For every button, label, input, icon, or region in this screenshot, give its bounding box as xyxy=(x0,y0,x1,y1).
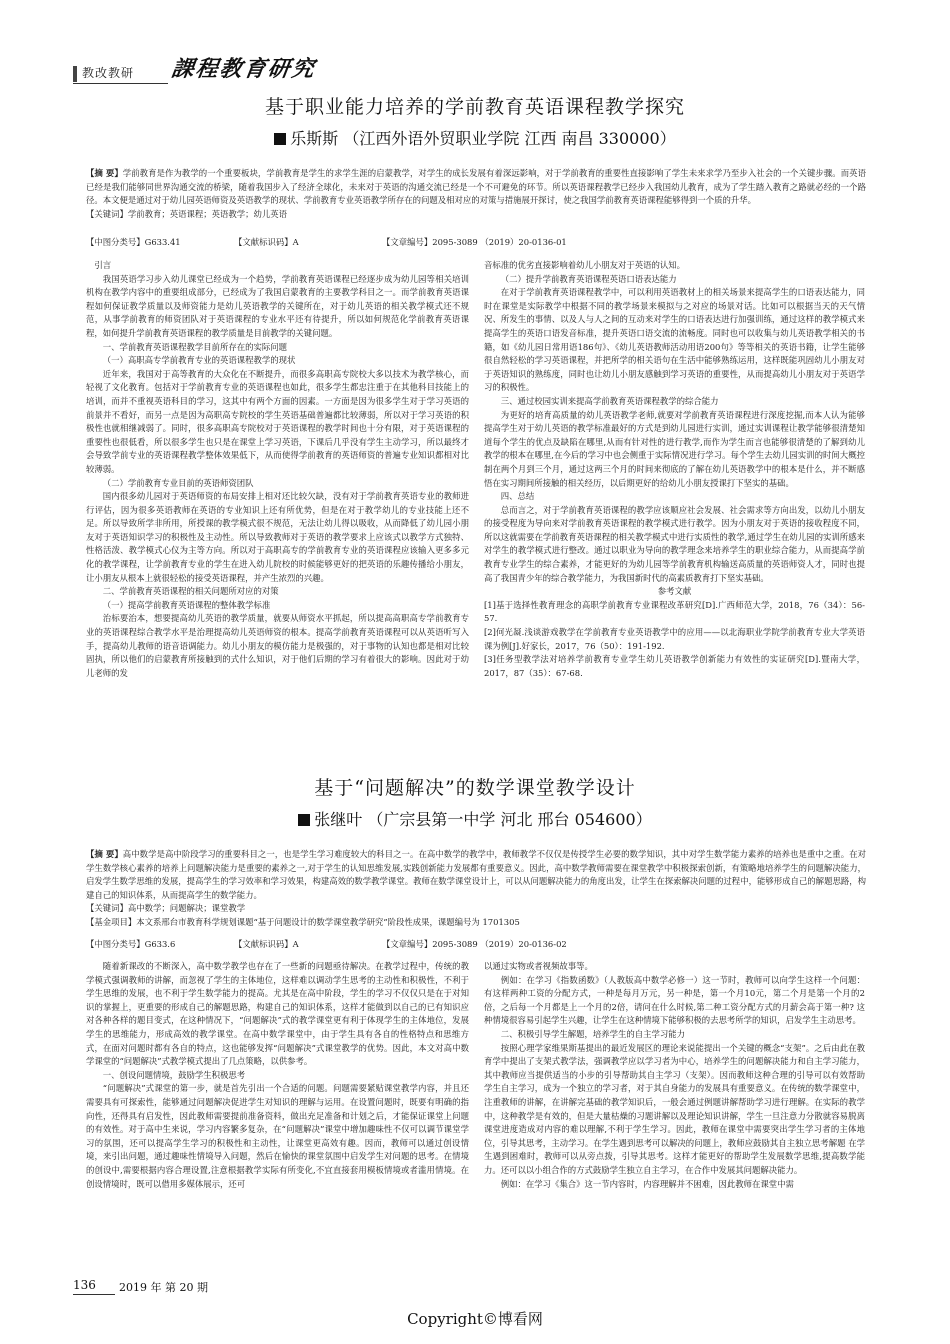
journal-logo: 課程教育研究 xyxy=(169,56,318,82)
article1-title: 基于职业能力培养的学前教育英语课程教学探究 xyxy=(264,96,685,118)
article1-right-column xyxy=(484,259,865,680)
article1-abstract: 【摘 要】学前教育是作为教学的一个重要板块，学前教育是学生的求学生涯的启蒙教学，对学生的成长发展有着深远影响，对于学前教育的重要性直接影响了学生未来求学乃至步入社会的一个关键步骤。而英语已经是我们能够同世界沟通交流的桥梁，随着我国步入了经济全球化，未来对于英语的沟通交流已经是一个不可避免的环节。所以英语课程教学已经步入我国幼儿教育，成为了学生踏入教育之路就必经的一个路径。本文便是通过对于幼儿园英语师资及英语教学的现状、学前教育专业英语教学所存在的问题及相对应的对策与措施展开探讨，使之我国学前教育英语课程能够得到一个质的升华。 【关键词】学前教育；英语课程；英语教学；幼儿英语 xyxy=(86,167,866,221)
paragraph: 参考文献 xyxy=(657,586,692,597)
paragraph: 四、总结 xyxy=(500,491,535,502)
paragraph: 二、积极引导学生解题，培养学生的自主学习能力 xyxy=(500,1028,686,1039)
paragraph: （一）高职高专学前教育专业的英语课程教学的现状 xyxy=(102,355,296,366)
article1-meta: 【中图分类号】G633.41 【文献标识码】A 【文章编号】2095-3089 （2019）20-0136-01 xyxy=(86,237,567,247)
paragraph: 二、学前教育英语课程的相关问题所对应的对策 xyxy=(102,586,279,597)
author-marker-icon xyxy=(274,133,286,145)
paragraph: 例如：在学习《集合》这一节内容时，内容理解并不困难，因此教师在课堂中需 xyxy=(500,1178,794,1189)
issue-label: 2019 年 第 20 期 xyxy=(119,1281,208,1294)
author-marker-icon xyxy=(298,814,310,826)
header-rule xyxy=(73,83,168,84)
paragraph: 三、通过校园实训来提高学前教育英语课程教学的综合能力 xyxy=(500,395,719,406)
paragraph: 在对于学前教育英语课程教学中，可以利用英语教材上的相关场景来提高学生的口语表达能力，同时在课堂是实际教学中根据不同的教学场景来模拟与之对应的场景对话。比如可以根据当天的天气情况、所发生的事情、以及人与人之间的互动来对学生的口语表达进行加强训练，通过这样的教学模式来提高学生的英语口语发音标准，提升英语口语交流的流畅度。同时也可以收集与幼儿英语教学相关的书籍，如《幼儿园日常用语186句》、《幼儿英语教师活动用语200句》等等相关的英语书籍，让学生能够很自然轻松的学习英语课程，并把所学的相关语句在生活中能够熟练运用，这样既能巩固幼儿小朋友对于英语知识的熟练度，同时也让幼儿小朋友感触到学习英语的重要性，从而提高幼儿小朋友对于英语学习的积极性。 xyxy=(484,287,865,393)
paragraph: 引言 xyxy=(94,260,112,270)
paragraph: 以通过实物或者视频故事等。 xyxy=(484,961,593,971)
header-bar xyxy=(73,66,77,82)
reference-item: [2]何光凝.浅谈游戏教学在学前教育专业英语教学中的应用——以北海职业学院学前教育专业大学英语课为例[J].好家长，2017，76（50）：191-192. xyxy=(484,627,865,651)
paragraph: 按照心理学家维果斯基提出的最近发展区的理论来说能提出一个关键的概念“支架”。之后由此在教育学中提出了支架式教学法，强调教学应以学习者为中心，培养学生的问题解决能力和自主学习能力，其中教师应当提供适当的小步的引导帮助其自主学习（支架）。因而教师这种合理的引导可以有效帮助学生自主学习，成为一个独立的学习者，对于其自身能力的发展具有重要意义。在传统的数学课堂中，注重教师的讲解，在讲解完基础的教学知识后，一般会通过例题讲解帮助学习进行理解。在实际的教学中，这种教学是有效的，但是大量枯燥的习题讲解以及理论知识讲解，学生一旦注意力分散就容易脱离课堂进度造成对内容的难以理解,不利于学生学习。因此，教师在课堂中需要突出学生学习者的主体地位，引导其思考，主动学习。在学生遇到思考可以解决的问题上，教师应鼓励其自主独立思考解题 在学生遇到困难时，教师可以从旁点拨，引导其思考。这样才能更好的帮助学生发展数学思维,提高数学能力。还可以以小组合作的方式鼓励学生独立自主学习，在合作中发展其问题解决能力。 xyxy=(484,1042,865,1175)
article1-left-column xyxy=(86,259,469,680)
reference-item: [3]任务型教学法对培养学前教育专业学生幼儿英语教学创新能力有效性的实证研究[D].暨南大学，2017，87（35）：67-68. xyxy=(484,654,865,678)
paragraph: 一、学前教育英语课程教学目前所存在的实际问题 xyxy=(102,341,288,352)
paragraph: “问题解决”式课堂的第一步，就是首先引出一个合适的问题。问题需要紧贴课堂教学内容，并且还需要具有可探索性，能够通过问题解决促进学生对知识的理解与运用。在设置问题时，既要有明确的指向性，还得具有启发性，因此教师需要提前准备资料，做出充足准备和计划之后，才能保证课堂上问题的有效性。对于高中生来说，学习内容繁多复杂，在“问题解决”课堂中增加趣味性不仅可以调节课堂学习的氛围，还可以提高学生学习的积极性和主动性，让课堂更高效有趣。因而，教师可以通过创设情境，来引出问题，通过趣味性情境导入问题，然后在愉快的课堂氛围中启发学生对问题的思考。在情境的创设中,需要根据内容合理设置,注意根据教学实际有所变化,不宜直接套用模板情境或者滥用情境。在创设情境时，既可以借用多媒体展示，还可 xyxy=(86,1083,469,1189)
paragraph: （一）提高学前教育英语课程的整体教学标准 xyxy=(102,599,271,610)
footer-rule xyxy=(73,1294,115,1295)
paragraph: 例如：在学习《指数函数》（人教版高中数学必修一）这一节时，教师可以向学生这样一个问题：有这样两种工资的分配方式，一种是每月万元，另一种是，第一个月10元，第二个月是第一个月的2倍，之后每一个月都是上一个月的2倍，请问在什么时候,第二种工资分配方式的月薪会高于第一种? 这种情境很容易引起学生兴趣，让学生在这种情境下能够积极的去思考所学的知识，启发学生主动思考。 xyxy=(484,974,865,1026)
paragraph: 我国英语学习步入幼儿课堂已经成为一个趋势，学前教育英语课程已经逐步成为幼儿园等相关培训机构在教学内容中的重要组成部分，已经成为了我国启蒙教育的主要教学科目之一。而学前教育英语课程如何保证教学质量以及师资能力是幼儿英语教学的关键所在，对于幼儿英语的相关教学模式还不规范，从事学前教育的师资团队对于英语课程的专业水平还有待提升，所以如何规范化学前教育英语课程，如何提升学前教育英语课程的教学质量是目前教学的关键问题。 xyxy=(86,273,469,338)
paragraph: 总而言之，对于学前教育英语课程的教学应该顺应社会发展、社会需求等方向出发，以幼儿小朋友的接受程度为导向来对学前教育英语课程的教学模式进行教学。因为小朋友对于英语的接收程度不同，所以这就需要在学前教育英语课程的相关教学模式中进行实质性的教学,通过学生在幼儿园的实训所感来对学生的教学模式进行整改。通过以职业为导向的教学理念来培养学生的职业综合能力，从而提高学前教育专业学生的综合素养，才能更好的为幼儿园等学前教育机构输送高质量的英语师资人才，同时也提高了我国青少年的综合教学能力，为我国新时代的高素质教育打下坚实基础。 xyxy=(484,504,865,583)
article1-keywords: 【关键词】学前教育；英语课程；英语教学；幼儿英语 xyxy=(86,208,287,219)
article2-left-column xyxy=(86,960,469,1191)
article2-author: 张继叶 （广宗县第一中学 河北 邢台 054600） xyxy=(0,807,950,830)
reference-item: [1]基于选择性教育理念的高职学前教育专业课程改革研究[D].广西师范大学，2018，76（34）：56-57. xyxy=(484,599,865,624)
paragraph: 随着新课改的不断深入，高中数学教学也存在了一些新的问题亟待解决。在教学过程中，传统的教学模式强调教师的讲解，而忽视了学生的主体地位，这样难以调动学生思考的主动性和积极性，不利于学生思维的发展，也不利于学生数学能力的提高。尤其是在高中阶段，学生的学习不仅仅只是在于对知识的掌握上，更重要的形成自己的解题思路，构建自己的知识体系，这样才能做到以自己的已有知识应对各种各样的题目变式，在这种情况下，“问题解决”式的教学课堂更有利于体现学生的主体地位，发展学生的思维能力，形成高效的教学课堂。在高中数学课堂中，由于学生具有各自的性格特点和思维方式，在面对问题时都有各自的特点，这也能够发挥“问题解决”式课堂教学的优势。因此，本文对高中数学课堂的“问题解决”式教学模式提出了几点策略，以供参考。 xyxy=(86,961,469,1067)
paragraph: 音标准的优劣直接影响着幼儿小朋友对于英语的认知。 xyxy=(484,260,685,270)
article2-fund: 【基金项目】本文系邢台市教育科学规划课题“基于问题设计的数学课堂教学研究”阶段性成果，课题编号为 1701305 xyxy=(86,916,520,927)
paragraph: （二）提升学前教育英语课程英语口语表达能力 xyxy=(500,273,677,284)
paragraph: 近年来，我国对于高等教育的大众化在不断提升，而很多高职高专院校大多以技术为教学核心，而轻视了文化教育。包括对于学前教育专业的英语课程也如此，很多学生都忠注重于在其他科目技能上的培训，而并不重视英语科目的学习，这其中有两个方面的因素。一方面是因为很多学生对于学习英语的前景并不看好，而另一点是因为高职高专院校的学生英语基础普遍都比较薄弱，所以对于学习英语的积极性也就相继减弱了。同时，很多高职高专院校对于英语课程的教学时间也十分有限，对于英语课程的重要性也很低看，所以很多学生也只是在课堂上学习英语，下课后几乎没有学生主动学习，所以最终才会导致学前专业的英语课程教学整体效果低下，从而使得学前教育的英语师资的普遍专业知识都相对比较薄弱。 xyxy=(86,368,469,474)
paragraph: 国内很多幼儿园对于英语师资的布局安排上相对还比较欠缺，没有对于学前教育英语专业的教师进行评估，因为很多英语教师在英语的专业知识上还有所优势，但是在对于教学幼儿的专业技能上还不足。所以导致所学非所用，所授课的教学模式很不规范，无法让幼儿得以吸收，从而降低了幼儿园小朋友对于英语知识学习的积极性及主动性。所以导致教师对于英语的教学要求上应该式以教学方式独特、性格活泼、教学模式心仪为主等方向。所以对于高职高专的学前教育专业的英语课程应该输入更多多元化的教学课程，让学前教育专业的学生在进入幼儿院校的时候能够更好的把英语的乐趣传播给小朋友，让小朋友从根本上就很轻松的接受英语课程，并产生浓烈的兴趣。 xyxy=(86,491,469,583)
page-number: 136 xyxy=(73,1278,96,1292)
paragraph: 为更好的培育高质量的幼儿英语教学老师,就要对学前教育英语课程进行深度挖掘,而本人认为能够提高学生对于幼儿英语的教学标准最好的方式是到幼儿园进行实训，通过实训课程让教学能够很清楚知道每个学生的优点及缺陷在哪里,从而有针对性的进行教学,而作为学生而言也能够很清楚的了解到幼儿教学的根本在哪里,在今后的学习中也会侧重于实际情况进行学习。每个学生去幼儿园实训的时间大概控制在两个月到三个月，通过这两三个月的时间来彻底的了解在幼儿英语教学中的根本是什么，并不断感悟在实习期间所接触的相关经历，以后期更好的给幼儿小朋友授课打下坚实的基础。 xyxy=(484,409,865,488)
article2-keywords: 【关键词】高中数学；问题解决；课堂教学 xyxy=(86,903,246,914)
article1-author: 乐斯斯 （江西外语外贸职业学院 江西 南昌 330000） xyxy=(0,126,950,149)
article2-abstract: 【摘 要】高中数学是高中阶段学习的重要科目之一，也是学生学习难度较大的科目之一。在高中数学的教学中，教师教学不仅仅是传授学生必要的数学知识，其中对学生数学能力素养的培养也是重中之重。在对学生数学核心素养的培养上问题解决能力是重要的素养之一,对于学生的认知思维发展,实践创新能力发展都有重要意义。因此，高中数学教师需要在课堂教学中积极探索创新，有策略地培养学生的问题解决能力，启发学生数学思维的发展，提高学生的学习效率和学习效果，构建高效的数学教学课堂。教师在数学课堂设计上，可以从问题解决能力的角度出发，让学生在探索解决问题的过程中，能够形成自己的解题思路，构建自己的知识体系，从而提高学生的数学能力。 【关键词】高中数学；问题解决；课堂教学 【基金项目】本文系邢台市教育科学规划课题“基于问题设计的数学课堂教学研究”阶段性成果，课题编号为 1701305 xyxy=(86,848,866,930)
paragraph: 一、创设问题情境，鼓励学生积极思考 xyxy=(102,1069,246,1080)
section-label: 教改教研 xyxy=(82,66,135,80)
article2-meta: 【中图分类号】G633.6 【文献标识码】A 【文章编号】2095-3089 （2019）20-0136-02 xyxy=(86,939,567,949)
article2-right-column xyxy=(484,960,865,1191)
paragraph: 治标要治本，想要提高幼儿英语的教学质量，就要从师资水平抓起，所以提高高职高专学前教育专业的英语课程综合教学水平是治理提高幼儿英语师资的根本。提高学前教育英语课程可以从英语听写入手，提高幼儿教师的语音语调能力。幼儿小朋友的模仿能力是极强的，对于事物的认知也都是相对比较固执，所以他们的启蒙教育所接触到的式什么知识，对于他们后期的学习有着很大的影响。因此对于幼儿老师的发 xyxy=(86,613,469,678)
article2-title: 基于“问题解决”的数学课堂教学设计 xyxy=(314,777,636,799)
copyright-notice: Copyright©博看网 xyxy=(407,1310,543,1328)
paragraph: （二）学前教育专业目前的英语师资团队 xyxy=(102,477,254,488)
